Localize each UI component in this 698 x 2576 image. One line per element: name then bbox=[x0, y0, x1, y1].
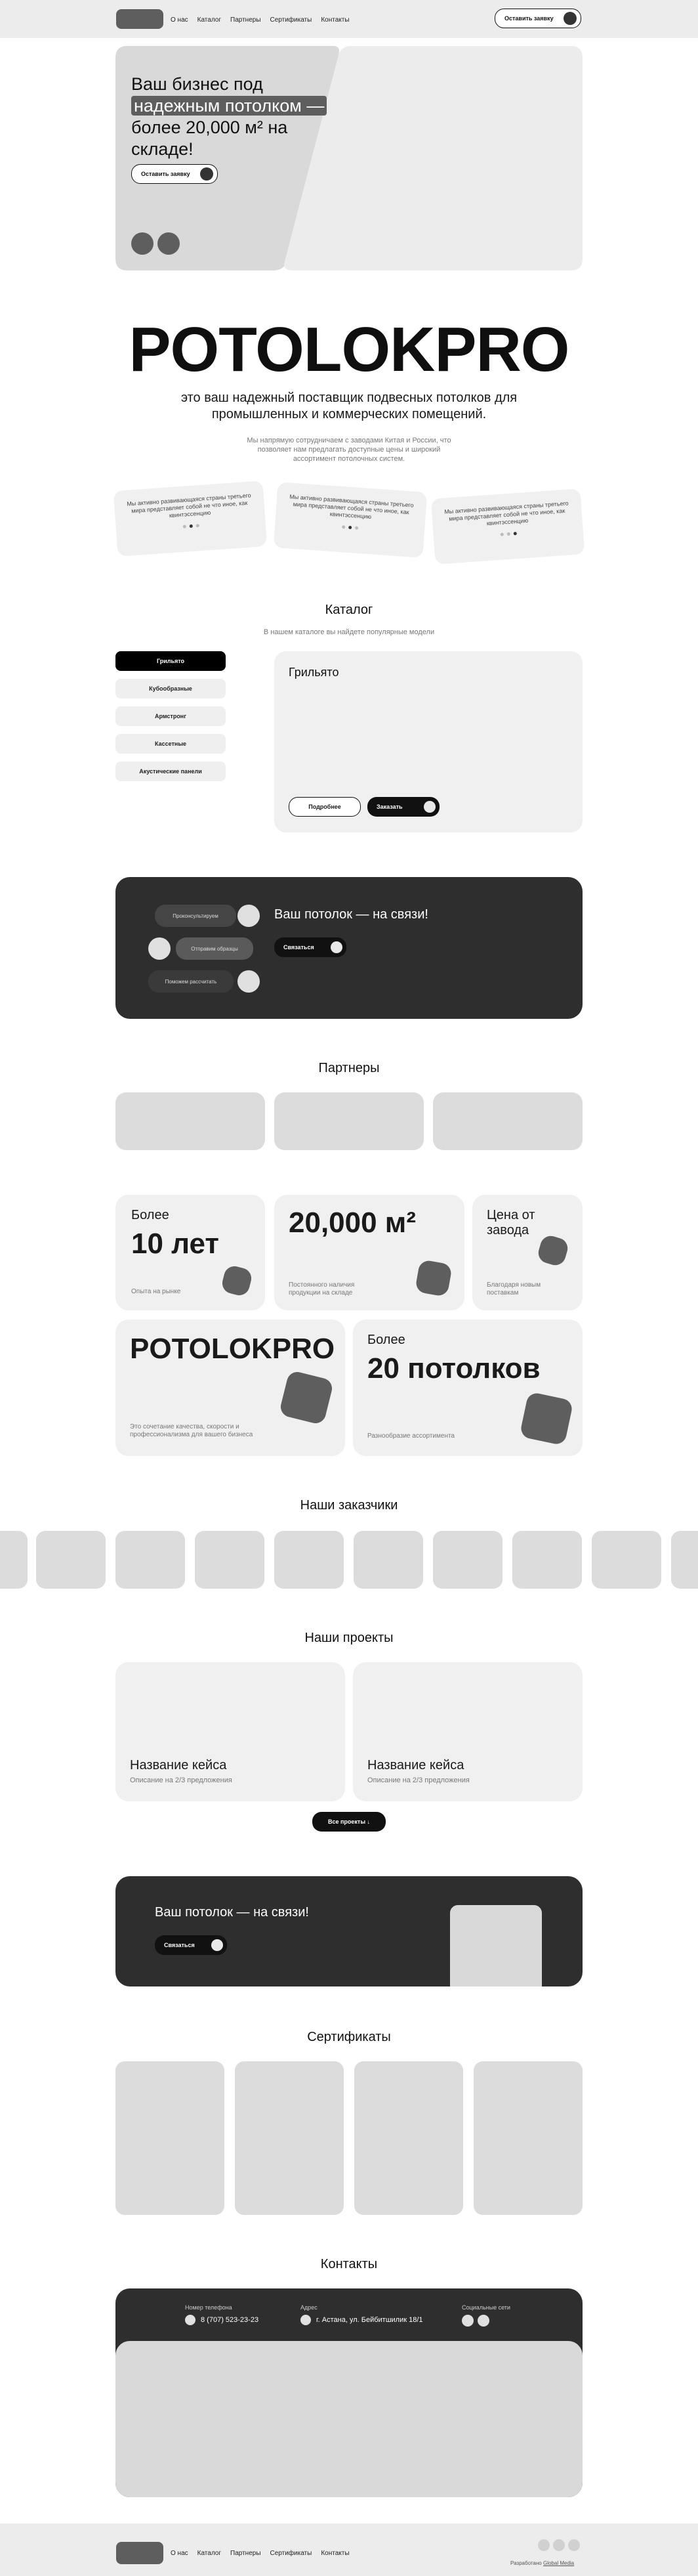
project-desc: Описание на 2/3 предложения bbox=[367, 1776, 470, 1784]
cta-banner-title: Ваш потолок — на связи! bbox=[155, 1905, 309, 1920]
stat-caption bbox=[130, 1423, 253, 1439]
social-label: Социальные сети bbox=[462, 2304, 510, 2311]
order-label: Заказать bbox=[377, 804, 403, 810]
carousel-dots[interactable] bbox=[287, 521, 413, 533]
stat-caption: Опыта на рынке bbox=[131, 1288, 181, 1295]
nav-certificates[interactable]: Сертификаты bbox=[270, 16, 312, 24]
project-desc: Описание на 2/3 предложения bbox=[130, 1776, 232, 1784]
hero-title-highlight: надежным потолком — bbox=[131, 96, 327, 116]
brand-title: POTOLOKPRO bbox=[129, 314, 569, 385]
stat-brand: POTOLOKPRO bbox=[130, 1333, 335, 1365]
footer-nav-about[interactable]: О нас bbox=[171, 2550, 188, 2557]
developer-link[interactable]: Global Media bbox=[543, 2560, 575, 2566]
about-description bbox=[0, 436, 698, 463]
stat-small bbox=[487, 1208, 535, 1238]
catalog-item-cassette[interactable]: Кассетные bbox=[115, 734, 226, 754]
caption-line: поставкам bbox=[487, 1289, 519, 1297]
slider-next-icon[interactable] bbox=[157, 232, 180, 255]
catalog-title: Каталог bbox=[325, 603, 373, 617]
contact-banner-title: Ваш потолок — на связи! bbox=[274, 907, 428, 922]
carousel-dots[interactable] bbox=[445, 528, 571, 540]
hero-cta-button[interactable] bbox=[131, 164, 218, 184]
social-icon[interactable] bbox=[478, 2315, 489, 2327]
nav-partners[interactable]: Партнеры bbox=[230, 16, 261, 24]
client-logo bbox=[354, 1531, 423, 1589]
review-card bbox=[274, 482, 427, 558]
arrow-icon bbox=[331, 941, 342, 953]
chip-circle-icon bbox=[237, 905, 260, 927]
review-card bbox=[431, 488, 585, 565]
certificate-card[interactable] bbox=[235, 2061, 344, 2215]
phone-label: Номер телефона bbox=[185, 2304, 232, 2311]
projects-title: Наши проекты bbox=[304, 1631, 394, 1645]
chip-circle-icon bbox=[237, 970, 260, 993]
more-button[interactable]: Подробнее bbox=[289, 797, 361, 817]
location-icon bbox=[300, 2315, 311, 2325]
stat-caption: Разнообразие ассортимента bbox=[367, 1432, 455, 1440]
certificate-card[interactable] bbox=[354, 2061, 463, 2215]
partner-logo bbox=[274, 1092, 424, 1150]
arrow-icon bbox=[211, 1939, 223, 1951]
header-cta-button[interactable] bbox=[495, 9, 581, 28]
address-label: Адрес bbox=[300, 2304, 318, 2311]
nav-about[interactable]: О нас bbox=[171, 16, 188, 24]
stat-small-line: Цена от bbox=[487, 1208, 535, 1222]
footer-logo[interactable] bbox=[116, 2542, 163, 2564]
caption-line: профессионализма для вашего бизнеса bbox=[130, 1431, 253, 1438]
client-logo bbox=[592, 1531, 661, 1589]
catalog-subtitle: В нашем каталоге вы найдете популярные модели bbox=[263, 628, 435, 636]
hero-title-line: Ваш бизнес под bbox=[131, 74, 263, 94]
stat-small: Более bbox=[367, 1333, 405, 1347]
cta-image bbox=[450, 1905, 542, 1986]
tagline-line: это ваш надежный поставщик подвесных потолков для bbox=[180, 391, 518, 405]
developer-prefix: Разработано bbox=[510, 2560, 542, 2566]
cta-contact-label: Связаться bbox=[164, 1942, 195, 1948]
certificates-title: Сертификаты bbox=[307, 2030, 391, 2044]
client-logo bbox=[36, 1531, 106, 1589]
address-value: г. Астана, ул. Бейбитшилик 18/1 bbox=[316, 2316, 423, 2324]
footer-nav bbox=[171, 2550, 350, 2557]
contact-button[interactable] bbox=[274, 937, 346, 957]
nav-catalog[interactable]: Каталог bbox=[197, 16, 221, 24]
contacts-title: Контакты bbox=[320, 2257, 378, 2271]
client-logo bbox=[512, 1531, 582, 1589]
review-card bbox=[113, 481, 267, 557]
desc-line: Мы напрямую сотрудничаем с заводами Китая и России, что bbox=[247, 437, 451, 444]
desc-line: позволяет нам предлагать доступные цены и широкий bbox=[257, 446, 441, 454]
header-cta-label: Оставить заявку bbox=[504, 15, 554, 22]
stat-big: 20 потолков bbox=[367, 1352, 541, 1385]
hero-cta-label: Оставить заявку bbox=[141, 171, 190, 177]
project-name: Название кейса bbox=[367, 1758, 464, 1772]
catalog-item-acoustic[interactable]: Акустические панели bbox=[115, 762, 226, 781]
caption-line: Благодаря новым bbox=[487, 1281, 541, 1289]
stat-small-line: завода bbox=[487, 1223, 529, 1237]
catalog-item-grilyato[interactable]: Грильято bbox=[115, 651, 226, 671]
phone-icon bbox=[185, 2315, 195, 2325]
stat-caption bbox=[487, 1281, 541, 1297]
client-logo bbox=[433, 1531, 503, 1589]
catalog-item-cube[interactable]: Кубообразные bbox=[115, 679, 226, 698]
desc-line: ассортимент потолочных систем. bbox=[293, 455, 405, 463]
chip-consult: Проконсультируем bbox=[155, 905, 236, 927]
client-logo bbox=[671, 1531, 698, 1589]
hero-title bbox=[131, 74, 328, 160]
tagline-line: промышленных и коммерческих помещений. bbox=[211, 407, 487, 421]
arrow-icon bbox=[424, 801, 436, 813]
client-logo bbox=[0, 1531, 28, 1589]
certificate-card[interactable] bbox=[474, 2061, 583, 2215]
decor-shape bbox=[519, 1391, 573, 1446]
partners-title: Партнеры bbox=[318, 1061, 380, 1075]
partner-logo bbox=[433, 1092, 583, 1150]
social-icon[interactable] bbox=[568, 2539, 580, 2551]
contact-button-label: Связаться bbox=[283, 944, 314, 951]
cta-contact-button[interactable] bbox=[155, 1935, 227, 1955]
slider-prev-icon[interactable] bbox=[131, 232, 154, 255]
all-projects-button[interactable]: Все проекты ↓ bbox=[312, 1812, 386, 1832]
logo[interactable] bbox=[116, 9, 163, 29]
hero-title-line: более 20,000 м² на bbox=[131, 118, 288, 137]
arrow-icon bbox=[200, 167, 213, 181]
map[interactable] bbox=[115, 2341, 583, 2497]
stat-small: Более bbox=[131, 1208, 169, 1222]
footer-nav-certificates[interactable]: Сертификаты bbox=[270, 2550, 312, 2557]
social-icon[interactable] bbox=[462, 2315, 474, 2327]
order-button[interactable] bbox=[367, 797, 440, 817]
review-text: Мы активно развивающаяся страны третьего мира представляет собой не что иное, как квинтэссенцию bbox=[127, 492, 251, 519]
review-text: Мы активно развивающаяся страны третьего мира представляет собой не что иное, как квинтэссенцию bbox=[289, 493, 414, 521]
main-nav bbox=[171, 16, 350, 24]
footer-nav-contacts[interactable]: Контакты bbox=[321, 2550, 350, 2557]
project-name: Название кейса bbox=[130, 1758, 227, 1772]
phone-value[interactable]: 8 (707) 523-23-23 bbox=[201, 2316, 259, 2324]
arrow-icon bbox=[564, 12, 577, 25]
chip-calculate: Поможем рассчитать bbox=[148, 970, 234, 993]
chip-circle-icon bbox=[148, 937, 171, 960]
tagline bbox=[0, 390, 698, 423]
stat-big: 10 лет bbox=[131, 1228, 219, 1260]
footer-nav-partners[interactable]: Партнеры bbox=[230, 2550, 261, 2557]
stat-caption bbox=[289, 1281, 354, 1297]
partner-logo bbox=[115, 1092, 265, 1150]
hero-title-line: складе! bbox=[131, 139, 194, 159]
catalog-item-armstrong[interactable]: Армстронг bbox=[115, 706, 226, 726]
developer-credit bbox=[510, 2560, 574, 2566]
carousel-dots[interactable] bbox=[128, 520, 254, 532]
review-text: Мы активно развивающаяся страны третьего мира представляет собой не что иное, как квинтэссенцию bbox=[444, 500, 569, 527]
nav-contacts[interactable]: Контакты bbox=[321, 16, 350, 24]
social-icon[interactable] bbox=[538, 2539, 550, 2551]
caption-line: Постоянного наличия bbox=[289, 1281, 355, 1289]
certificate-card[interactable] bbox=[115, 2061, 224, 2215]
client-logo bbox=[115, 1531, 185, 1589]
social-icon[interactable] bbox=[553, 2539, 565, 2551]
caption-line: Это сочетание качества, скорости и bbox=[130, 1423, 239, 1430]
footer-nav-catalog[interactable]: Каталог bbox=[197, 2550, 221, 2557]
stat-big: 20,000 м² bbox=[289, 1207, 417, 1239]
caption-line: продукции на складе bbox=[289, 1289, 353, 1297]
clients-title: Наши заказчики bbox=[300, 1498, 398, 1513]
client-logo bbox=[195, 1531, 264, 1589]
catalog-detail-title: Грильято bbox=[289, 666, 339, 679]
chip-samples: Отправим образцы bbox=[176, 937, 253, 960]
client-logo bbox=[274, 1531, 344, 1589]
